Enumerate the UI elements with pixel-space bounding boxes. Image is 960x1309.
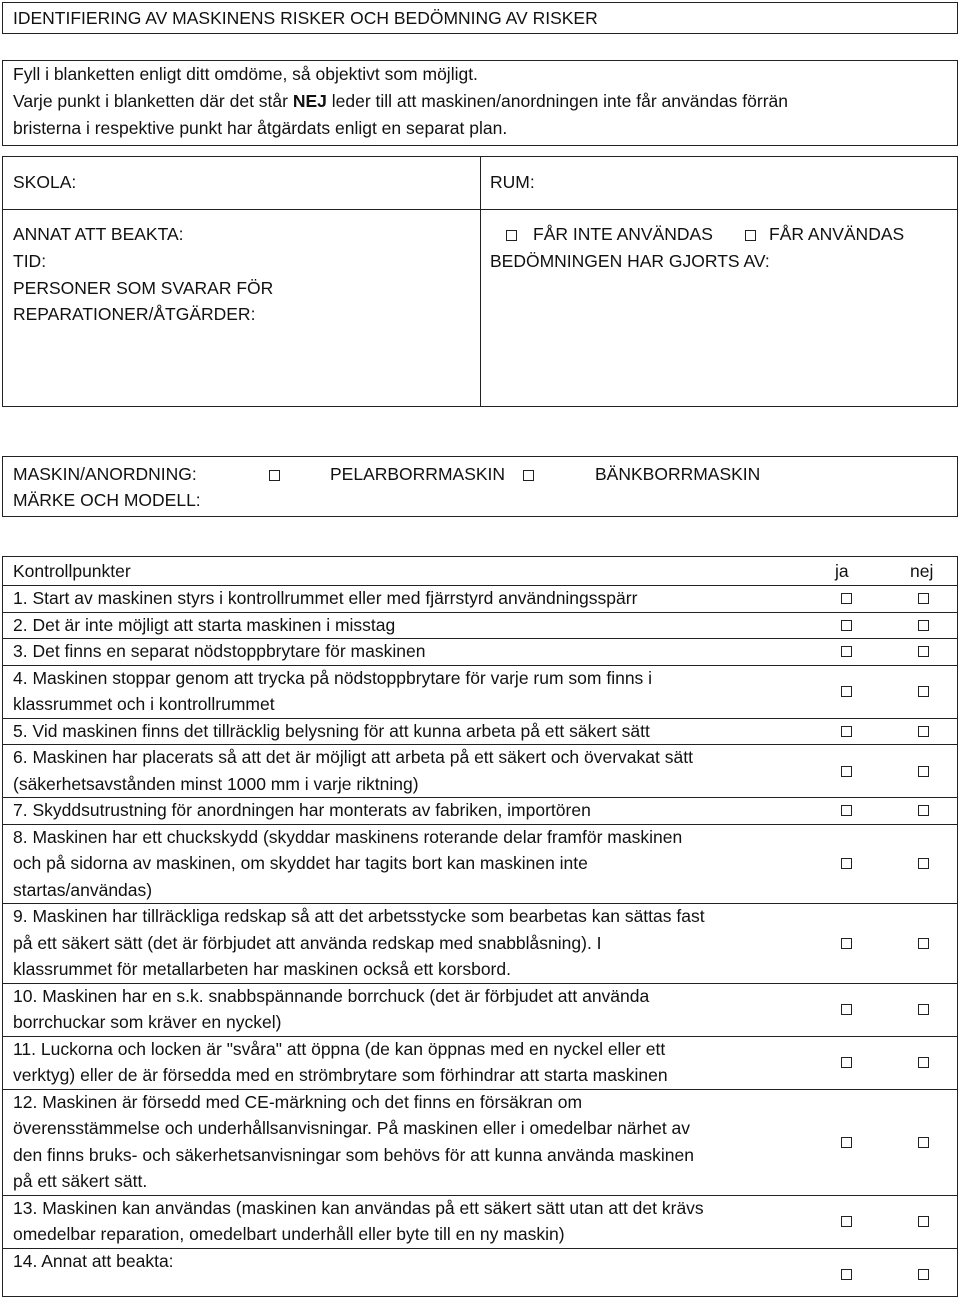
nej-checkbox[interactable]: [918, 938, 929, 949]
intro-nej: NEJ: [292, 91, 327, 111]
table-row: [3, 1089, 957, 1195]
table-row: [3, 1248, 957, 1301]
row-text: överensstämmelse och underhållsanvisningar. På maskinen eller i omedelbar närhet av: [13, 1118, 691, 1138]
nej-checkbox[interactable]: [918, 1057, 929, 1068]
row-text: den finns bruks- och säkerhetsanvisningar som behövs för att kunna använda maskinen: [13, 1144, 694, 1165]
ja-checkbox[interactable]: [841, 646, 852, 657]
ja-checkbox[interactable]: [841, 938, 852, 949]
nej-checkbox[interactable]: [918, 726, 929, 737]
table-row: [3, 797, 957, 824]
far-checkbox[interactable]: [745, 230, 756, 241]
intro-line-3: bristerna i respektive punkt har åtgärdats enligt en separat plan.: [13, 118, 508, 138]
row-text: 10. Maskinen har en s.k. snabbspännande borrchuck (det är förbjudet att använda: [13, 985, 650, 1006]
nej-checkbox[interactable]: [918, 1137, 929, 1148]
pelarborr-label: PELARBORRMASKIN: [330, 464, 506, 484]
nej-checkbox[interactable]: [918, 686, 929, 697]
personer-label-1: PERSONER SOM SVARAR FÖR: [13, 278, 274, 298]
row-text: och på sidorna av maskinen, om skyddet har tagits bort kan maskinen inte: [13, 853, 588, 873]
table-row: [3, 612, 957, 639]
row-text: 12. Maskinen är försedd med CE-märkning och det finns en försäkran om: [13, 1091, 583, 1112]
pelarborr-checkbox[interactable]: [269, 470, 280, 481]
ja-checkbox[interactable]: [841, 686, 852, 697]
ja-checkbox[interactable]: [841, 620, 852, 631]
info-divider: [480, 157, 481, 406]
row-text: 6. Maskinen har placerats så att det är möjligt att arbeta på ett säkert och övervakat sätt: [13, 747, 693, 767]
nej-checkbox[interactable]: [918, 646, 929, 657]
intro-line-2: [13, 88, 788, 114]
ja-checkbox[interactable]: [841, 1004, 852, 1015]
bankborr-checkbox[interactable]: [523, 470, 534, 481]
ja-checkbox[interactable]: [841, 1057, 852, 1068]
ja-checkbox[interactable]: [841, 1269, 852, 1280]
rum-label: RUM:: [490, 172, 535, 192]
info-row-divider: [3, 209, 957, 210]
nej-checkbox[interactable]: [918, 1004, 929, 1015]
nej-checkbox[interactable]: [918, 1216, 929, 1227]
annat-label: ANNAT ATT BEAKTA:: [13, 224, 184, 244]
nej-header: nej: [910, 561, 934, 581]
far-inte-checkbox[interactable]: [506, 230, 517, 241]
table-row: [3, 718, 957, 745]
title-box: [2, 2, 958, 34]
bankborr-label: BÄNKBORRMASKIN: [595, 464, 761, 484]
intro-line-1: Fyll i blanketten enligt ditt omdöme, så objektivt som möjligt.: [13, 64, 478, 84]
row-text: 13. Maskinen kan användas (maskinen kan användas på ett säkert sätt utan att det krävs: [13, 1197, 704, 1218]
row-text: 3. Det finns en separat nödstoppbrytare för maskinen: [13, 641, 426, 661]
row-text: 14. Annat att beakta:: [13, 1250, 174, 1271]
ja-header: ja: [835, 561, 849, 581]
table-row: [3, 903, 957, 983]
table-row: [3, 744, 957, 797]
tid-label: TID:: [13, 251, 47, 271]
intro-line-2-post: leder till att maskinen/anordningen inte får användas förrän: [326, 91, 789, 111]
ja-checkbox[interactable]: [841, 726, 852, 737]
row-text: omedelbar reparation, omedelbart underhåll eller byte till en ny maskin): [13, 1224, 565, 1244]
row-text: på ett säkert sätt.: [13, 1171, 148, 1191]
row-text: 9. Maskinen har tillräckliga redskap så att det arbetsstycke som bearbetas kan sättas fast: [13, 906, 705, 926]
table-row: [3, 824, 957, 904]
ja-checkbox[interactable]: [841, 766, 852, 777]
intro-line-2-pre: Varje punkt i blanketten där det står: [13, 91, 293, 111]
nej-checkbox[interactable]: [918, 766, 929, 777]
row-text: 8. Maskinen har ett chuckskydd (skyddar maskinens roterande delar framför maskinen: [13, 826, 683, 847]
row-text: startas/användas): [13, 879, 153, 900]
table-row: [3, 665, 957, 718]
table-row: [3, 1036, 957, 1089]
row-text: borrchuckar som kräver en nyckel): [13, 1012, 282, 1032]
row-text: 7. Skyddsutrustning för anordningen har monterats av fabriken, importören: [13, 800, 591, 820]
nej-checkbox[interactable]: [918, 1269, 929, 1280]
row-text: verktyg) eller de är försedda med en strömbrytare som förhindrar att starta maskinen: [13, 1065, 668, 1085]
info-box: [2, 156, 958, 407]
row-text: (säkerhetsavstånden minst 1000 mm i varje riktning): [13, 773, 419, 794]
checklist-table: [2, 556, 958, 1297]
nej-checkbox[interactable]: [918, 593, 929, 604]
table-row: [3, 638, 957, 665]
personer-label-2: REPARATIONER/ÅTGÄRDER:: [13, 304, 256, 324]
skola-label: SKOLA:: [13, 172, 77, 192]
model-label: MÄRKE OCH MODELL:: [13, 490, 201, 510]
ja-checkbox[interactable]: [841, 1216, 852, 1227]
row-text: 5. Vid maskinen finns det tillräcklig belysning för att kunna arbeta på ett säkert sätt: [13, 720, 650, 741]
table-row: [3, 585, 957, 612]
row-text: 2. Det är inte möjligt att starta maskinen i misstag: [13, 614, 396, 635]
nej-checkbox[interactable]: [918, 858, 929, 869]
table-row: [3, 983, 957, 1036]
far-inte-label: FÅR INTE ANVÄNDAS: [533, 224, 713, 244]
bedomning-label: BEDÖMNINGEN HAR GJORTS AV:: [490, 251, 770, 271]
checklist-header: Kontrollpunkter: [13, 561, 131, 581]
table-row: [3, 1195, 957, 1248]
nej-checkbox[interactable]: [918, 620, 929, 631]
ja-checkbox[interactable]: [841, 1137, 852, 1148]
row-text: 11. Luckorna och locken är "svåra" att öppna (de kan öppnas med en nyckel eller ett: [13, 1038, 666, 1059]
nej-checkbox[interactable]: [918, 805, 929, 816]
machine-label: MASKIN/ANORDNING:: [13, 464, 197, 484]
row-text: klassrummet för metallarbeten har maskinen också ett korsbord.: [13, 959, 511, 979]
ja-checkbox[interactable]: [841, 805, 852, 816]
ja-checkbox[interactable]: [841, 858, 852, 869]
machine-box: [2, 456, 958, 517]
ja-checkbox[interactable]: [841, 593, 852, 604]
row-text: på ett säkert sätt (det är förbjudet att använda redskap med snabblåsning). I: [13, 932, 602, 953]
row-text: klassrummet och i kontrollrummet: [13, 694, 275, 714]
row-text: 1. Start av maskinen styrs i kontrollrummet eller med fjärrstyrd användningsspärr: [13, 588, 638, 608]
row-text: 4. Maskinen stoppar genom att trycka på nödstoppbrytare för varje rum som finns i: [13, 667, 653, 688]
far-label: FÅR ANVÄNDAS: [769, 224, 905, 244]
page-title: IDENTIFIERING AV MASKINENS RISKER OCH BEDÖMNING AV RISKER: [13, 8, 598, 28]
intro-box: [2, 60, 958, 146]
